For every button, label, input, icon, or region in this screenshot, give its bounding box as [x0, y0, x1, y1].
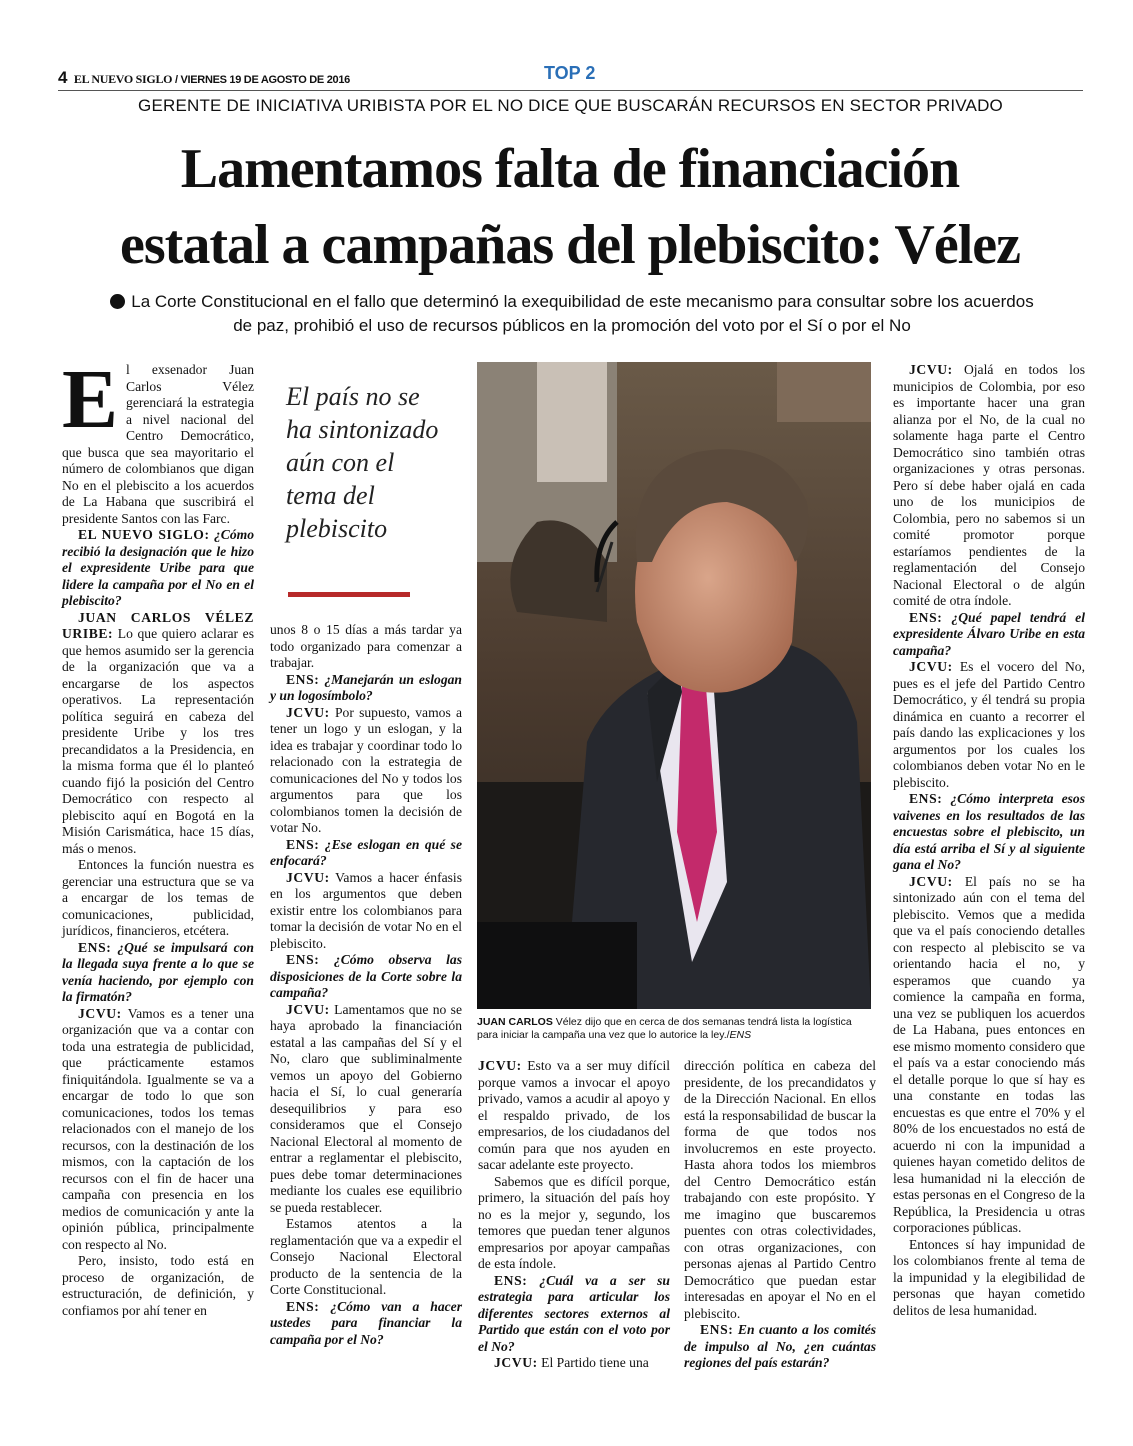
paragraph: unos 8 o 15 días a más tardar ya todo organizado para comenzar a trabajar.	[270, 622, 462, 670]
subheadline	[62, 290, 1082, 338]
subhead-line-2: de paz, prohibió el uso de recursos públicos en la promoción del voto por el Sí o por el No	[233, 316, 911, 335]
pull-quote-rule	[288, 592, 410, 597]
question: ENS: ¿Ese eslogan en qué se enfocará?	[270, 836, 462, 868]
question: ENS: ¿Cómo interpreta esos vaivenes en los resultados de las encuestas sobre el plebiscito, un día está arriba el Sí y al siguiente gana el No?	[893, 791, 1085, 872]
answer: JUAN CARLOS VÉLEZ URIBE: Lo que quiero aclarar es que hemos asumido ser la gerencia de la organización que va a encargarse de los aspectos operativos. La representación política seguirá en cabeza del presidente Uribe y los tres precandidatos a la Presidencia, en la misma forma que él lo planteó cuando fijó la posición del Centro Democrático con respecto al plebiscito aquí en Bogotá en la Misión Carismática, hace 15 días, más o menos.	[62, 609, 254, 856]
photo-juan-carlos-velez	[477, 362, 871, 1009]
headline-line-2: estatal a campañas del plebiscito: Vélez	[120, 214, 1020, 276]
pull-quote: El país no se ha sintonizado aún con el tema del plebiscito	[286, 382, 439, 543]
column-5	[893, 362, 1085, 1319]
paragraph: Entonces la función nuestra es gerenciar una estructura que se va a encargar de los temas de comunicaciones, publicidad, jurídicos, financieros, etcétera.	[62, 857, 254, 938]
page-header	[58, 63, 1083, 91]
column-3	[478, 1058, 670, 1372]
drop-cap: E	[62, 353, 119, 446]
answer: JCVU: El país no se ha sintonizado aún con el tema del plebiscito. Vemos que a medida que va el país conociendo detalles con respecto al plebiscito se va orientando hacia el no, y esperamos que cuando ya comience la campaña en forma, una vez se publiquen los acuerdos de La Habana, pues entonces en ese mismo momento considero que el país va a estar conociendo más el detalle porque lo que sí hay es una constante en todas las encuestas es que entre el 70% y el 80% de los encuestados no está de acuerdo ni con la impunidad a quienes hayan cometido delitos de lesa humanidad ni la elección de estas personas en el Congreso de la República, la Presidencia u otras corporaciones públicas.	[893, 873, 1085, 1235]
question: ENS: ¿Qué papel tendrá el expresidente Álvaro Uribe en esta campaña?	[893, 609, 1085, 658]
page-number: 4	[58, 68, 68, 87]
question: ENS: ¿Manejarán un eslogan y un logosímbolo?	[270, 671, 462, 703]
question: ENS: ¿Qué se impulsará con la llegada suya frente a lo que se venía haciendo, por ejemplo con la firmatón?	[62, 939, 254, 1004]
paper-name: EL NUEVO SIGLO	[73, 72, 173, 86]
paragraph: Entonces sí hay impunidad de los colombianos frente al tema de la impunidad y la elegibilidad de personas que hayan cometido delitos de lesa humanidad.	[893, 1236, 1085, 1318]
answer: JCVU: Lamentamos que no se haya aprobado la financiación estatal a las campañas del Sí y el No, claro que subliminalmente vemos un apoyo del Gobierno hacia el Sí, lo cual generaría desequilibrios y para eso consideramos que el Consejo Nacional Electoral al momento de entrar a reglamentar el plebiscito, pues debe tomar determinaciones mediante los cuales ese equilibrio se pueda restablecer.	[270, 1001, 462, 1215]
column-1	[62, 353, 254, 1319]
column-2	[270, 622, 462, 1348]
subhead-line-1: La Corte Constitucional en el fallo que determinó la exequibilidad de este mecanismo para consultar sobre los acuerdos	[131, 292, 1034, 311]
paragraph: Estamos atentos a la reglamentación que va a expedir el Consejo Nacional Electoral producto de la sentencia de la Corte Constitucional.	[270, 1216, 462, 1297]
paragraph: dirección política en cabeza del presidente, de los precandidatos y de la Dirección Nacional. En ellos está la responsabilidad de buscar la forma de que todos nos involucremos en este proyecto. Hasta ahora todos los miembros del Centro Democrático están trabajando con este propósito. Y me imagino que buscaremos puentes con otras colectividades, con otras organizaciones, con personas ajenas al Partido Centro Democrático que puedan estar interesadas en apoyar el No en el plebiscito.	[684, 1058, 876, 1321]
answer: JCVU: Vamos es a tener una organización que va a contar con toda una estrategia de publicidad, que prácticamente estamos finiquitándola. Igualmente se va a encargar de todo lo que son comunicaciones, todos los temas relacionados con el manejo de los recursos, con la destinación de los mismos, con la captación de los recursos con el fin de hacer una campaña con presencia en los medios de comunicación y ante la opinión pública, principalmente con respecto al No.	[62, 1005, 254, 1252]
headline-line-1: Lamentamos falta de financiación	[180, 138, 960, 200]
headline	[40, 131, 1100, 283]
question: ENS: ¿Cómo observa las disposiciones de la Corte sobre la campaña?	[270, 952, 462, 1000]
folio	[58, 68, 350, 88]
column-4	[684, 1058, 876, 1372]
question: ENS: ¿Cuál va a ser su estrategia para articular los diferentes sectores externos al Partido que están con el voto por el No?	[478, 1272, 670, 1354]
answer: JCVU: Esto va a ser muy difícil porque vamos a invocar el apoyo privado, vamos a acudir al apoyo y el respaldo privado, de los empresarios, de los ciudadanos del común para que nos ayuden en sacar adelante este proyecto.	[478, 1058, 670, 1172]
bullet-icon	[110, 294, 125, 309]
answer: JCVU: Ojalá en todos los municipios de Colombia, por eso es importante hacer una gran alianza por el No, de la cual no solamente haga parte el Centro Democrático sino también otras organizaciones y otras personas. Pero sí debe haber ojalá en cada uno de los municipios de Colombia, pero no sabemos si un comité promotor porque estaríamos pendientes de la reglamentación del Consejo Nacional Electoral o de algún comité de otra índole.	[893, 362, 1085, 608]
photo-caption: JUAN CARLOS Vélez dijo que en cerca de dos semanas tendrá lista la logística para iniciar la campaña una vez que lo autorice la ley./ENS	[477, 1016, 852, 1041]
intro-paragraph: El exsenador Juan Carlos Vélez gerenciará la estrategia a nivel nacional del Centro Democrático, que busca que sea mayoritario el número de colombianos que digan No en el plebiscito a los acuerdos de La Habana que suscribirá el presidente Santos con las Farc.	[62, 353, 254, 526]
kicker: GERENTE DE INICIATIVA URIBISTA POR EL NO DICE QUE BUSCARÁN RECURSOS EN SECTOR PRIVADO	[138, 96, 1003, 115]
portrait-illustration	[477, 362, 871, 1009]
answer: JCVU: Es el vocero del No, pues es el jefe del Partido Centro Democrático, y él tendrá su propia dinámica en cuanto a recorrer el país dando las explicaciones y los argumentos por los cuales los colombianos deben votar No en le plebiscito.	[893, 659, 1085, 790]
answer: JCVU: Por supuesto, vamos a tener un logo y un eslogan, y la idea es trabajar y coordinar todo lo relacionado con la estrategia de comunicaciones del No y todos los argumentos para que los colombianos tomen la decisión de votar No.	[270, 704, 462, 835]
answer: JCVU: Vamos a hacer énfasis en los argumentos que deben existir entre los colombianos para tomar la decisión de votar No en el plebiscito.	[270, 869, 462, 951]
question: EL NUEVO SIGLO: ¿Cómo recibió la designación que le hizo el expresidente Uribe para que lidere la campaña por el No en el plebiscito?	[62, 527, 254, 608]
paragraph: Sabemos que es difícil porque, primero, la situación del país hoy no es la mejor y, segundo, los temores que puedan tener algunos empresarios por apoyar campañas de esta índole.	[478, 1173, 670, 1271]
section-label: TOP 2	[544, 63, 596, 83]
question: ENS: ¿Cómo van a hacer ustedes para financiar la campaña por el No?	[270, 1298, 462, 1347]
paragraph: Pero, insisto, todo está en proceso de organización, de estructuración, de definición, y confiamos por ahí tener en	[62, 1253, 254, 1318]
question: ENS: En cuanto a los comités de impulso al No, ¿en cuántas regiones del país estarán?	[684, 1322, 876, 1370]
answer: JCVU: El Partido tiene una	[494, 1355, 649, 1370]
issue-date: / VIERNES 19 DE AGOSTO DE 2016	[174, 74, 350, 86]
